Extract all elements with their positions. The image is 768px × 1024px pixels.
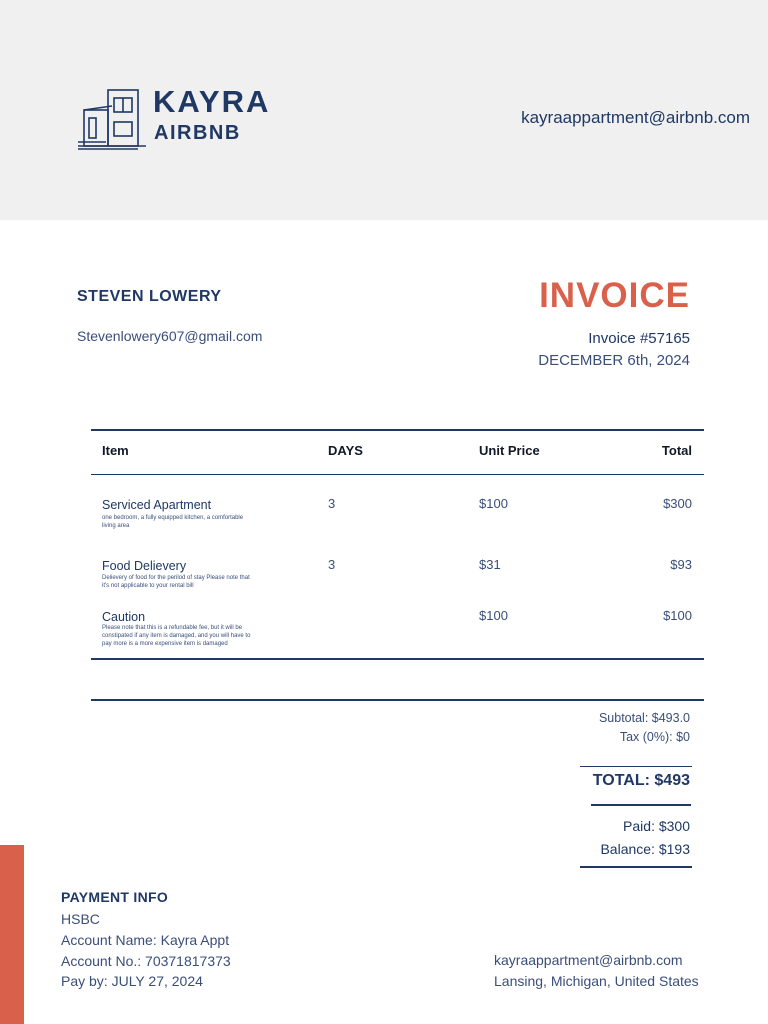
item-name: Food Delievery bbox=[102, 559, 187, 573]
account-number: Account No.: 70371817373 bbox=[61, 953, 231, 969]
column-header-item: Item bbox=[102, 443, 129, 458]
footer-email[interactable]: kayraappartment@airbnb.com bbox=[494, 952, 683, 968]
brand-name: KAYRA bbox=[153, 84, 271, 119]
table-bottom-rule bbox=[91, 658, 704, 660]
column-header-total: Total bbox=[661, 443, 692, 458]
accent-bar bbox=[0, 845, 24, 1024]
header-band bbox=[0, 0, 768, 220]
building-icon bbox=[76, 88, 148, 150]
item-days: 3 bbox=[328, 557, 336, 572]
pay-by-date: Pay by: JULY 27, 2024 bbox=[61, 973, 203, 989]
column-header-unit-price: Unit Price bbox=[479, 443, 540, 458]
summary-divider bbox=[580, 766, 692, 767]
bank-name: HSBC bbox=[61, 911, 100, 927]
item-description: Delievery of food for the perilod of stay Please note that it's not applicable to your rental bill bbox=[102, 575, 250, 589]
grand-total: TOTAL: $493 bbox=[592, 772, 690, 789]
invoice-number: Invoice #57165 bbox=[588, 330, 690, 347]
item-total: $100 bbox=[663, 608, 692, 623]
item-unit-price: $31 bbox=[479, 557, 501, 572]
item-name: Serviced Apartment bbox=[102, 498, 212, 512]
account-name: Account Name: Kayra Appt bbox=[61, 932, 230, 948]
header-email[interactable]: kayraappartment@airbnb.com bbox=[521, 108, 750, 127]
balance-due: Balance: $193 bbox=[600, 841, 690, 857]
item-description: one bedroom, a fully equipped kitchen, a comfortable living area bbox=[102, 515, 244, 529]
summary-divider bbox=[591, 804, 691, 806]
amount-paid: Paid: $300 bbox=[623, 818, 690, 834]
brand-logo bbox=[76, 86, 296, 156]
item-unit-price: $100 bbox=[479, 496, 508, 511]
table-top-rule bbox=[91, 429, 704, 431]
item-days: 3 bbox=[328, 496, 336, 511]
brand-subtitle: AIRBNB bbox=[154, 122, 241, 144]
invoice-date: DECEMBER 6th, 2024 bbox=[538, 352, 690, 369]
item-total: $300 bbox=[663, 496, 692, 511]
summary-top-rule bbox=[91, 699, 704, 701]
client-name: STEVEN LOWERY bbox=[77, 288, 222, 305]
item-total: $93 bbox=[670, 557, 692, 572]
summary-divider bbox=[580, 866, 692, 868]
footer-address: Lansing, Michigan, United States bbox=[494, 973, 699, 989]
item-unit-price: $100 bbox=[479, 608, 508, 623]
item-description: Please note that this is a refundable fee, but it will be constipated if any item is damaged, and you will have to pay more is a more expensive item is damaged bbox=[102, 625, 251, 647]
invoice-title: INVOICE bbox=[539, 276, 690, 315]
column-header-days: DAYS bbox=[328, 443, 363, 458]
client-email[interactable]: Stevenlowery607@gmail.com bbox=[77, 328, 263, 344]
item-name: Caution bbox=[102, 610, 146, 624]
payment-info-title: PAYMENT INFO bbox=[61, 889, 169, 905]
table-header-rule bbox=[91, 474, 704, 475]
subtotal: Subtotal: $493.0 bbox=[598, 711, 690, 725]
tax: Tax (0%): $0 bbox=[619, 730, 690, 744]
